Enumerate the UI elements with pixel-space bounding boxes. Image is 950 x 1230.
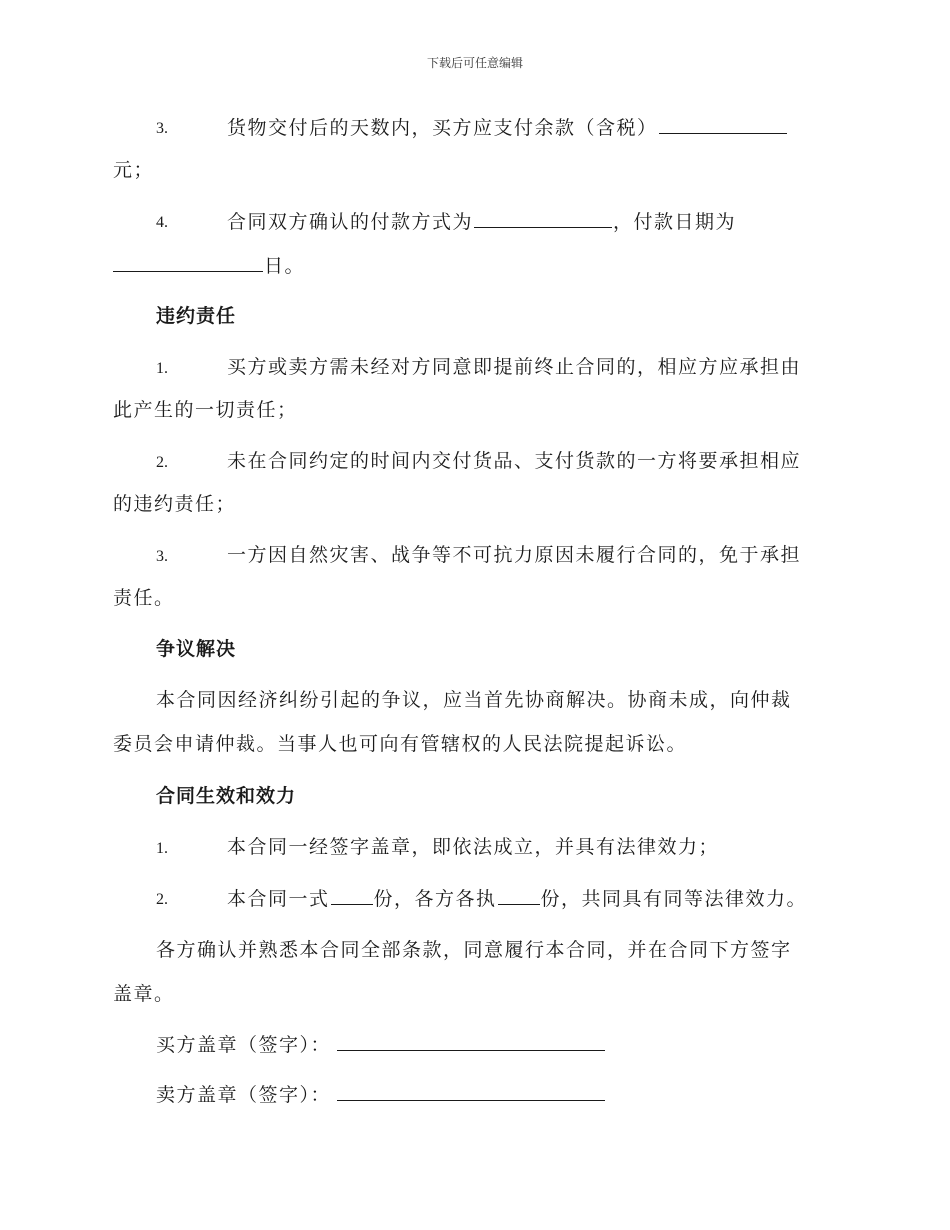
payment-balance-blank xyxy=(659,115,787,134)
buyer-signature-label: 买方盖章（签字）： xyxy=(156,1034,332,1056)
copies-each-label: 份，各方各执 xyxy=(373,888,497,910)
copies-total-blank xyxy=(331,886,373,905)
payment-item-4-line1 xyxy=(227,209,736,234)
payment-item-3-line1 xyxy=(227,115,788,140)
liability-item-3-line1: 一方因自然灾害、战争等不可抗力原因未履行合同的，免于承担 xyxy=(227,544,802,566)
page-header: 下载后可任意编辑 xyxy=(426,56,523,70)
dispute-line1: 本合同因经济纠纷引起的争议，应当首先协商解决。协商未成，向仲裁 xyxy=(156,689,792,711)
payment-item-3-number: 3. xyxy=(156,120,168,137)
copies-suffix: 份，共同具有同等法律效力。 xyxy=(540,888,808,910)
liability-item-2-number: 2. xyxy=(156,454,168,471)
payment-date-blank xyxy=(113,253,263,272)
payment-item-4-line2 xyxy=(113,253,305,278)
payment-item-4-number: 4. xyxy=(156,214,168,231)
liability-item-2-line1: 未在合同约定的时间内交付货品、支付货款的一方将要承担相应 xyxy=(227,450,802,472)
payment-item-3-line2: 元； xyxy=(113,159,155,181)
dispute-heading: 争议解决 xyxy=(156,638,237,660)
seller-signature-label: 卖方盖章（签字）： xyxy=(156,1084,332,1106)
payment-date-label: ，付款日期为 xyxy=(613,211,737,233)
buyer-signature-line xyxy=(156,1032,606,1057)
liability-item-2-line2: 的违约责任； xyxy=(113,493,237,515)
liability-item-3-number: 3. xyxy=(156,548,168,565)
payment-date-suffix: 日。 xyxy=(264,255,306,277)
effect-heading: 合同生效和效力 xyxy=(156,785,297,807)
liability-item-1-line1: 买方或卖方需未经对方同意即提前终止合同的，相应方应承担由 xyxy=(227,356,802,378)
payment-method-blank xyxy=(474,209,612,228)
liability-item-1-line2: 此产生的一切责任； xyxy=(113,399,298,421)
effect-item-2-text xyxy=(227,886,807,911)
liability-heading: 违约责任 xyxy=(156,305,237,327)
payment-method-label: 合同双方确认的付款方式为 xyxy=(227,211,474,233)
payment-item-3-text: 货物交付后的天数内，买方应支付余款（含税） xyxy=(227,117,658,139)
effect-item-2-number: 2. xyxy=(156,891,168,908)
effect-item-1-text: 本合同一经签字盖章，即依法成立，并具有法律效力； xyxy=(227,836,720,858)
seller-signature-line xyxy=(156,1082,606,1107)
liability-item-1-number: 1. xyxy=(156,360,168,377)
confirm-line1: 各方确认并熟悉本合同全部条款，同意履行本合同，并在合同下方签字 xyxy=(156,939,792,961)
copies-each-blank xyxy=(498,886,540,905)
seller-signature-blank xyxy=(337,1082,605,1101)
copies-label: 本合同一式 xyxy=(227,888,330,910)
confirm-line2: 盖章。 xyxy=(113,983,175,1005)
dispute-line2: 委员会申请仲裁。当事人也可向有管辖权的人民法院提起诉讼。 xyxy=(113,733,688,755)
effect-item-1-number: 1. xyxy=(156,840,168,857)
buyer-signature-blank xyxy=(337,1032,605,1051)
liability-item-3-line2: 责任。 xyxy=(113,587,175,609)
